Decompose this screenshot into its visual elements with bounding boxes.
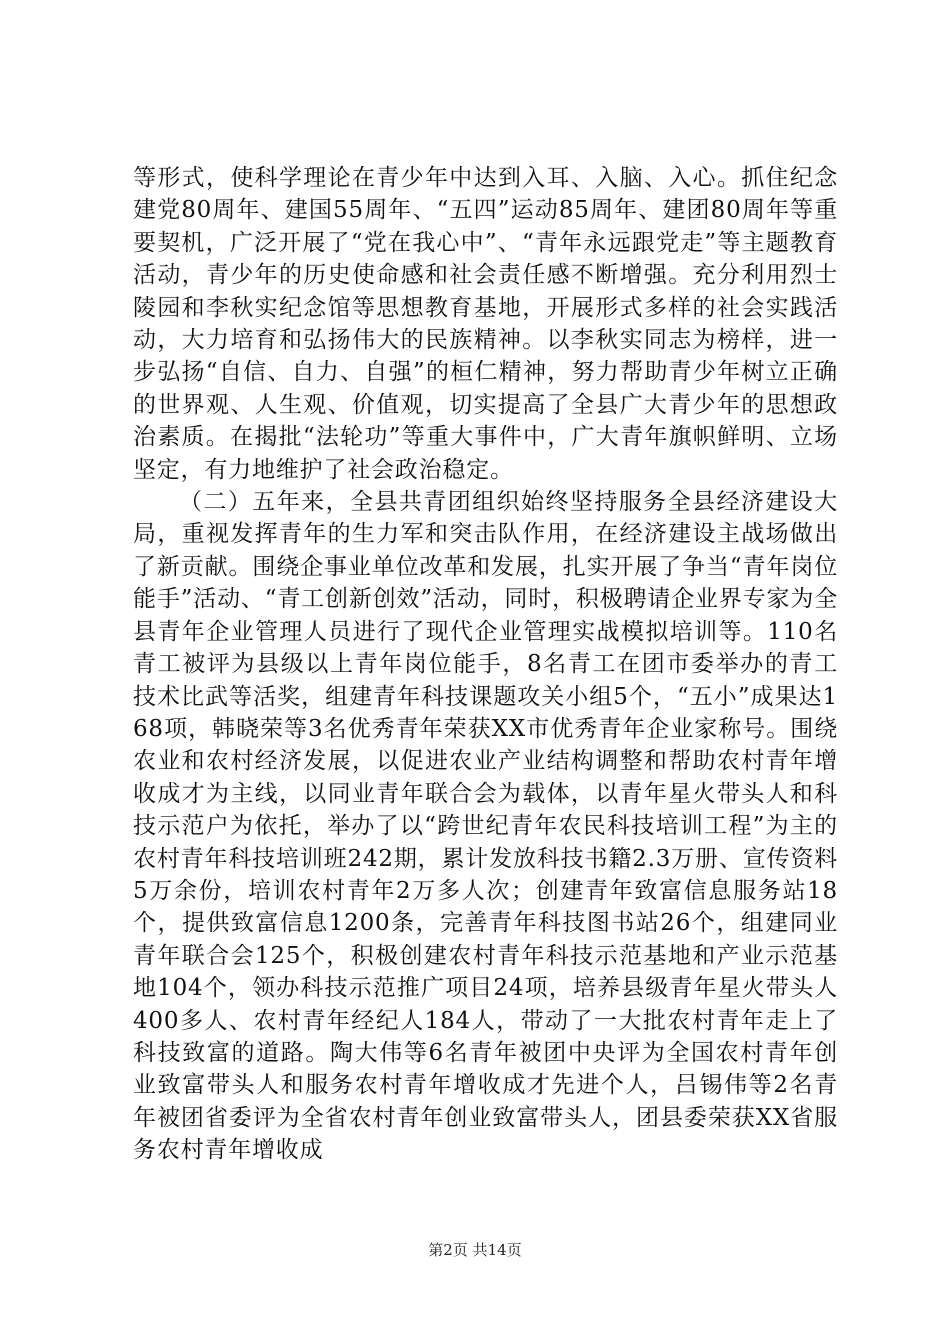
page-footer: 第2页 共14页 — [428, 1241, 522, 1259]
paragraph-1: 等形式，使科学理论在青少年中达到入耳、入脑、入心。抓住纪念建党80周年、建国55周年、“五四”运动85周年、建团80周年等重要契机，广泛开展了“党在我心中”、“青年永远跟党走”等主题教育活动，青少年的历史使命感和社会责任感不断增强。充分利用烈士陵园和李秋实纪念馆等思想教育基地，开展形式多样的社会实践活动，大力培育和弘扬伟大的民族精神。以李秋实同志为榜样，进一步弘扬“自信、自力、自强”的桓仁精神，努力帮助青少年树立正确的世界观、人生观、价值观，切实提高了全县广大青少年的思想政治素质。在揭批“法轮功”等重大事件中，广大青年旗帜鲜明、立场坚定，有力地维护了社会政治稳定。 — [133, 165, 838, 483]
paragraph-2: （二）五年来，全县共青团组织始终坚持服务全县经济建设大局，重视发挥青年的生力军和突击队作用，在经济建设主战场做出了新贡献。围绕企事业单位改革和发展，扎实开展了争当“青年岗位能手”活动、“青工创新创效”活动，同时，积极聘请企业界专家为全县青年企业管理人员进行了现代企业管理实战模拟培训等。110名青工被评为县级以上青年岗位能手，8名青工在团市委举办的青工技术比武等活奖，组建青年科技课题攻关小组5个，“五小”成果达168项，韩晓荣等3名优秀青年荣获XX市优秀青年企业家称号。围绕农业和农村经济发展，以促进农业产业结构调整和帮助农村青年增收成才为主线，以同业青年联合会为载体，以青年星火带头人和科技示范户为依托，举办了以“跨世纪青年农民科技培训工程”为主的农村青年科技培训班242期，累计发放科技书籍2.3万册、宣传资料5万余份，培训农村青年2万多人次；创建青年致富信息服务站18个，提供致富信息1200条，完善青年科技图书站26个，组建同业青年联合会125个，积极创建农村青年科技示范基地和产业示范基地104个，领办科技示范推广项目24项，培养县级青年星火带头人400多人、农村青年经纪人184人，带动了一大批农村青年走上了科技致富的道路。陶大伟等6名青年被团中央评为全国农村青年创业致富带头人和服务农村青年增收成才先进个人，吕锡伟等2名青年被团省委评为全省农村青年创业致富带头人，团县委荣获XX省服务农村青年增收成 — [133, 489, 838, 1164]
body-text — [133, 162, 838, 1167]
